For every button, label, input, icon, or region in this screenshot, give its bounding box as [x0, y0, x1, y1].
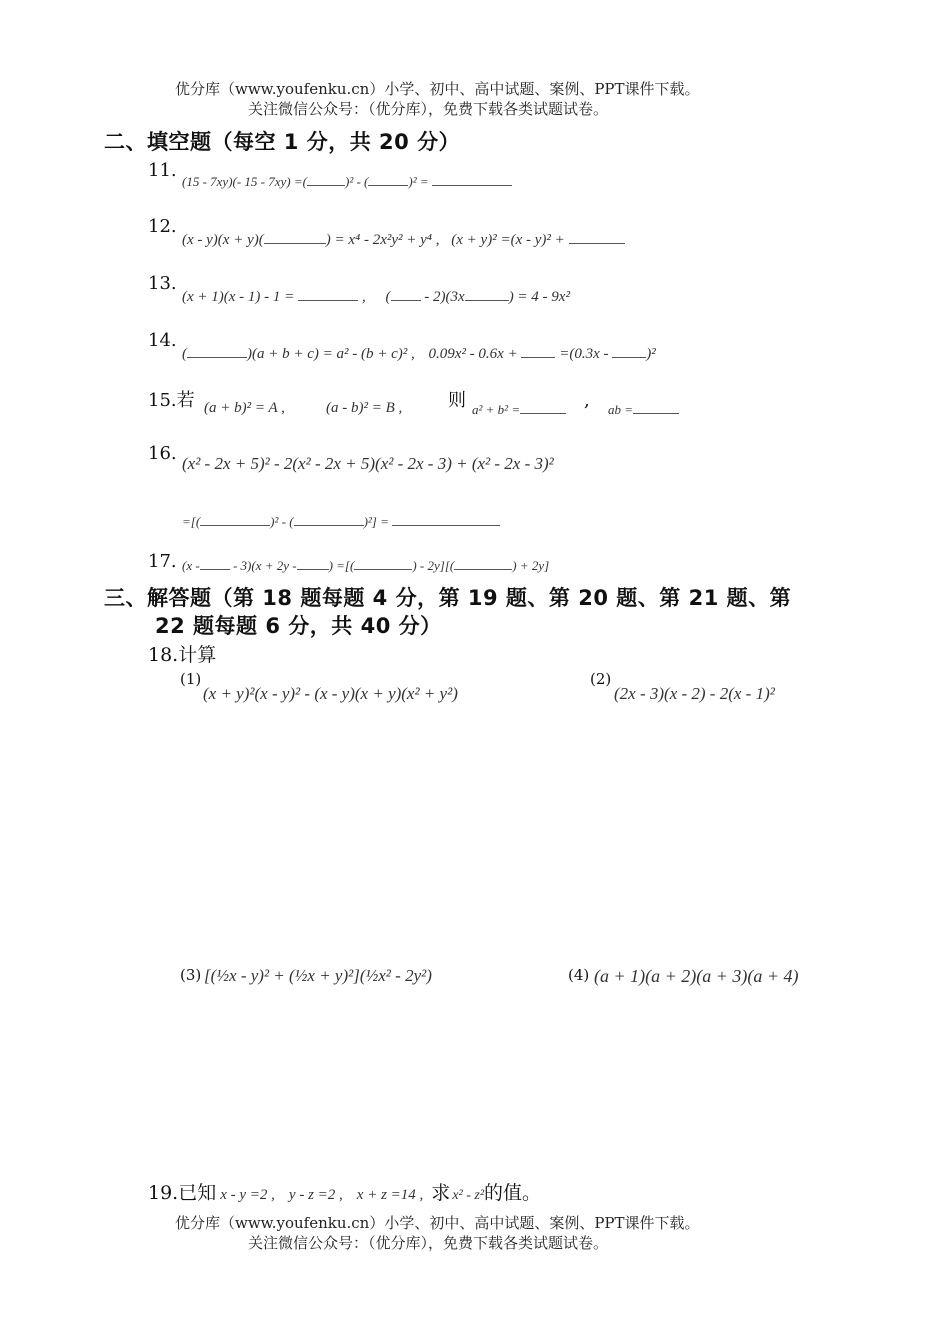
question-12-number: 12.	[148, 216, 177, 237]
question-15-given-a: (a + b)² = A ,	[204, 400, 285, 416]
question-14-expression: ( )(a + b + c) = a² - (b + c)² , 0.09x² - 0.6x + =(0.3x - )²	[182, 342, 656, 363]
question-15-then: 则	[448, 390, 466, 411]
answer-blank[interactable]	[307, 172, 345, 186]
question-17-number: 17.	[148, 551, 177, 572]
question-12-expression: (x - y)(x + y)( ) = x⁴ - 2x²y² + y⁴ , (x + y)² =(x - y)² +	[182, 228, 625, 249]
question-15-comma: ,	[584, 390, 590, 411]
footer-line-2: 关注微信公众号：（优分库），免费下载各类试题试卷。	[248, 1234, 609, 1252]
question-18-title: 计算	[178, 644, 217, 666]
answer-blank[interactable]	[612, 342, 646, 358]
answer-blank[interactable]	[294, 512, 364, 526]
answer-blank[interactable]	[391, 285, 421, 301]
answer-blank[interactable]	[454, 556, 512, 570]
question-15-ask-2: ab =	[608, 400, 679, 418]
question-11	[148, 160, 177, 181]
answer-blank[interactable]	[264, 228, 326, 244]
answer-blank[interactable]	[521, 342, 555, 358]
answer-blank[interactable]	[298, 285, 358, 301]
question-13-number: 13.	[148, 273, 177, 294]
answer-blank[interactable]	[368, 172, 408, 186]
question-18-part-1-label: (1)	[180, 670, 202, 688]
question-number: 15.	[148, 390, 177, 411]
question-17-expression: (x - - 3)(x + 2y - ) =[( ) - 2y][( ) + 2y]	[182, 558, 550, 573]
question-11-expression: (15 - 7xy)(- 15 - 7xy) =( )² - ( )² =	[182, 172, 512, 190]
section-3-title-line-1: 三、解答题（第 18 题每题 4 分，第 19 题、第 20 题、第 21 题、第	[104, 586, 792, 610]
question-18-part-1: (x + y)²(x - y)² - (x - y)(x + y)(x² + y²)	[203, 684, 458, 703]
answer-blank[interactable]	[354, 556, 412, 570]
question-18-part-4: (a + 1)(a + 2)(a + 3)(a + 4)	[594, 966, 799, 986]
question-number: 19.	[148, 1182, 179, 1204]
question-15: 15.若	[148, 390, 195, 411]
question-18-part-3-label: (3)	[180, 966, 202, 984]
question-number: 18.	[148, 644, 179, 666]
header-line-2: 关注微信公众号：（优分库），免费下载各类试题试卷。	[248, 100, 609, 118]
answer-blank[interactable]	[520, 400, 566, 414]
section-2-title: 二、填空题（每空 1 分，共 20 分）	[104, 130, 461, 154]
question-18-part-2-label: (2)	[590, 670, 612, 688]
question-number: 11.	[148, 160, 177, 181]
answer-blank[interactable]	[569, 228, 625, 244]
question-18-part-3: [(½x - y)² + (½x + y)²](½x² - 2y²)	[204, 966, 432, 985]
question-18-part-2: (2x - 3)(x - 2) - 2(x - 1)²	[614, 684, 775, 703]
answer-blank[interactable]	[633, 400, 679, 414]
answer-blank[interactable]	[200, 556, 230, 570]
question-16-number: 16.	[148, 443, 177, 464]
question-16-answer: =[( )² - ( )²] =	[182, 512, 500, 530]
answer-blank[interactable]	[187, 342, 247, 358]
footer-line-1: 优分库（www.youfenku.cn）小学、初中、高中试题、案例、PPT课件下载。	[175, 1214, 700, 1232]
question-15-given-b: (a - b)² = B ,	[326, 400, 403, 416]
question-18-part-4-label: (4)	[568, 966, 590, 984]
answer-blank[interactable]	[297, 556, 329, 570]
answer-blank[interactable]	[392, 512, 500, 526]
answer-blank[interactable]	[432, 172, 512, 186]
question-16-expression: (x² - 2x + 5)² - 2(x² - 2x + 5)(x² - 2x - 3) + (x² - 2x - 3)²	[182, 454, 554, 473]
question-18	[148, 640, 216, 667]
section-3-title-line-2: 22 题每题 6 分，共 40 分）	[155, 614, 442, 638]
answer-blank[interactable]	[200, 512, 270, 526]
question-19: 19.已知 x - y =2 , y - z =2 , x + z =14 , 求 x² - z²的值。	[148, 1182, 542, 1204]
question-14-number: 14.	[148, 330, 177, 351]
answer-blank[interactable]	[465, 285, 509, 301]
question-15-ask-1: a² + b² =	[472, 400, 566, 418]
header-line-1: 优分库（www.youfenku.cn）小学、初中、高中试题、案例、PPT课件下载。	[175, 80, 700, 98]
question-13-expression: (x + 1)(x - 1) - 1 = , ( - 2)(3x ) = 4 - 9x²	[182, 285, 570, 306]
